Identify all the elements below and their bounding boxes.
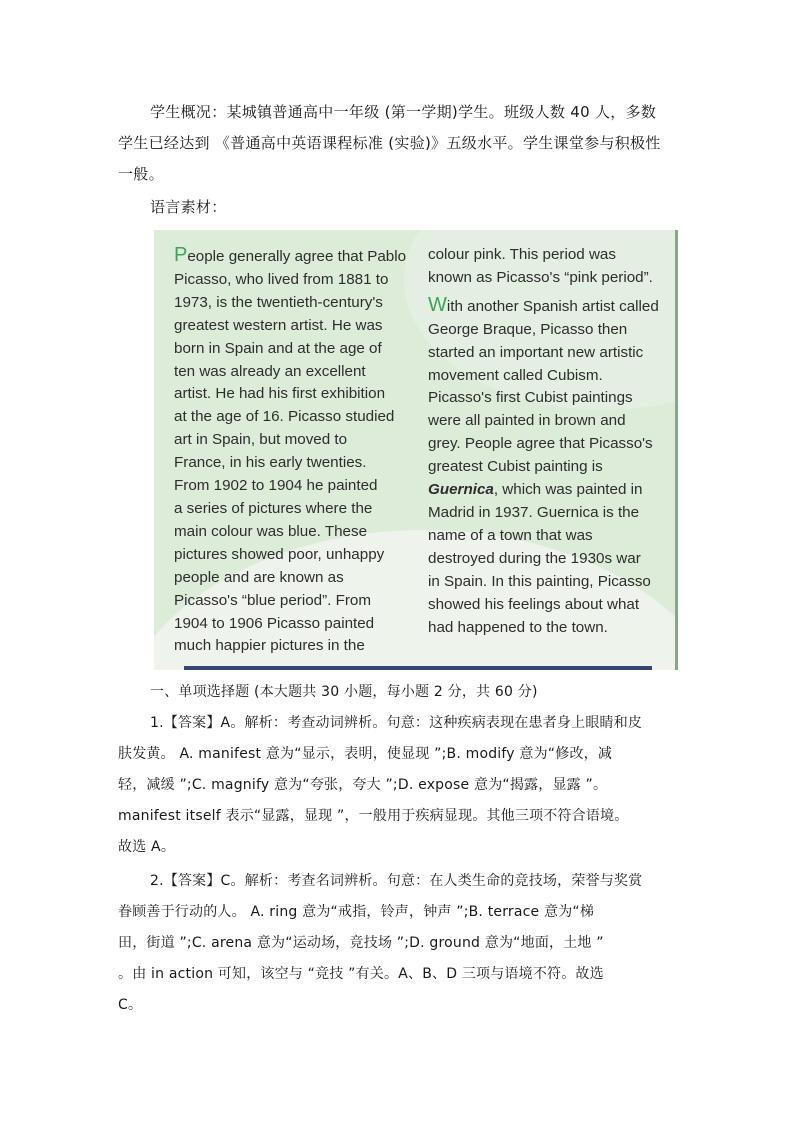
excerpt-right-column bbox=[428, 244, 664, 639]
image-edge bbox=[675, 230, 678, 670]
excerpt-line: Guernica, which was painted in bbox=[428, 481, 643, 499]
excerpt-line: France, in his early twenties. bbox=[174, 454, 367, 472]
excerpt-line: greatest Cubist painting is bbox=[428, 458, 603, 476]
textbook-excerpt-image bbox=[154, 230, 678, 670]
text-line: 田，街道 ”;C. arena 意为“运动场，竞技场 ”;D. ground 意为“地面，土地 ” bbox=[118, 935, 604, 951]
text-line: 一般。 bbox=[118, 165, 164, 183]
excerpt-line: started an important new artistic bbox=[428, 343, 644, 361]
text-line: C。 bbox=[118, 997, 143, 1013]
excerpt-line: Madrid in 1937. Guernica is the bbox=[428, 503, 640, 521]
drop-cap: P bbox=[174, 244, 188, 266]
section-heading: 一、单项选择题 (本大题共 30 小题，每小题 2 分，共 60 分) bbox=[150, 684, 538, 700]
excerpt-line: showed his feelings about what bbox=[428, 595, 640, 613]
text-line: 学生概况：某城镇普通高中一年级 (第一学期)学生。班级人数 40 人，多数 bbox=[150, 103, 657, 121]
excerpt-line: artist. He had his first exhibition bbox=[174, 385, 386, 403]
excerpt-line: People generally agree that Pablo bbox=[174, 244, 407, 266]
text-line: 2.【答案】C。解析：考查名词辨析。句意：在人类生命的竞技场，荣誉与奖赏 bbox=[150, 873, 643, 889]
excerpt-line: 1973, is the twentieth-century's bbox=[174, 293, 383, 311]
text-line: 1.【答案】A。解析：考查动词辨析。句意：这种疾病表现在患者身上眼睛和皮 bbox=[150, 715, 643, 731]
excerpt-left-column bbox=[174, 244, 410, 658]
excerpt-line: main colour was blue. These bbox=[174, 522, 368, 540]
excerpt-line: name of a town that was bbox=[428, 526, 593, 544]
excerpt-line: George Braque, Picasso then bbox=[428, 320, 628, 338]
excerpt-line: grey. People agree that Picasso's bbox=[428, 435, 653, 453]
text-line: manifest itself 表示“显露，显现 ”，一般用于疾病显现。其他三项不符合语境。 bbox=[118, 808, 629, 824]
excerpt-line: Picasso's first Cubist paintings bbox=[428, 389, 633, 407]
excerpt-line: in Spain. In this painting, Picasso bbox=[428, 572, 651, 590]
student-info-paragraph bbox=[118, 97, 684, 190]
excerpt-line: Picasso's “blue period”. From bbox=[174, 591, 372, 609]
excerpt-line: movement called Cubism. bbox=[428, 366, 603, 384]
excerpt-line: With another Spanish artist called bbox=[428, 293, 659, 316]
excerpt-line: Picasso, who lived from 1881 to bbox=[174, 270, 389, 288]
excerpt-line: were all painted in brown and bbox=[428, 412, 626, 430]
text-line: 肤发黄。 A. manifest 意为“显示，表明，使显现 ”;B. modify 意为“修改，减 bbox=[118, 746, 613, 762]
excerpt-line: a series of pictures where the bbox=[174, 499, 373, 517]
excerpt-line: greatest western artist. He was bbox=[174, 316, 383, 334]
excerpt-line: people and are known as bbox=[174, 568, 344, 586]
answer-1 bbox=[118, 708, 684, 863]
text-line: 学生已经达到 《普通高中英语课程标准 (实验)》五级水平。学生课堂参与积极性 bbox=[118, 134, 661, 152]
excerpt-line: art in Spain, but moved to bbox=[174, 431, 348, 449]
text-line: 故选 A。 bbox=[118, 839, 176, 855]
answer-2 bbox=[118, 866, 684, 1021]
excerpt-line: From 1902 to 1904 he painted bbox=[174, 477, 378, 495]
excerpt-line: destroyed during the 1930s war bbox=[428, 549, 641, 567]
text-line: 轻，减缓 ”;C. magnify 意为“夸张，夸大 ”;D. expose 意为“揭露，显露 ”。 bbox=[118, 777, 608, 793]
image-bottom-bar bbox=[184, 666, 652, 670]
drop-cap: W bbox=[428, 293, 447, 316]
excerpt-line: much happier pictures in the bbox=[174, 637, 365, 655]
excerpt-line: known as Picasso's “pink period”. bbox=[428, 268, 653, 286]
excerpt-line: colour pink. This period was bbox=[428, 246, 616, 263]
excerpt-line: had happened to the town. bbox=[428, 618, 608, 636]
excerpt-line: 1904 to 1906 Picasso painted bbox=[174, 614, 375, 632]
material-label: 语言素材： bbox=[150, 198, 227, 216]
excerpt-line: ten was already an excellent bbox=[174, 362, 366, 380]
excerpt-line: at the age of 16. Picasso studied bbox=[174, 408, 395, 426]
text-line: 眷顾善于行动的人。 A. ring 意为“戒指，铃声，钟声 ”;B. terrace 意为“梯 bbox=[118, 904, 595, 920]
excerpt-line: pictures showed poor, unhappy bbox=[174, 545, 385, 563]
excerpt-line: born in Spain and at the age of bbox=[174, 339, 382, 357]
text-line: 。由 in action 可知，该空与 “竞技 ”有关。A、B、D 三项与语境不符。故选 bbox=[118, 966, 604, 982]
